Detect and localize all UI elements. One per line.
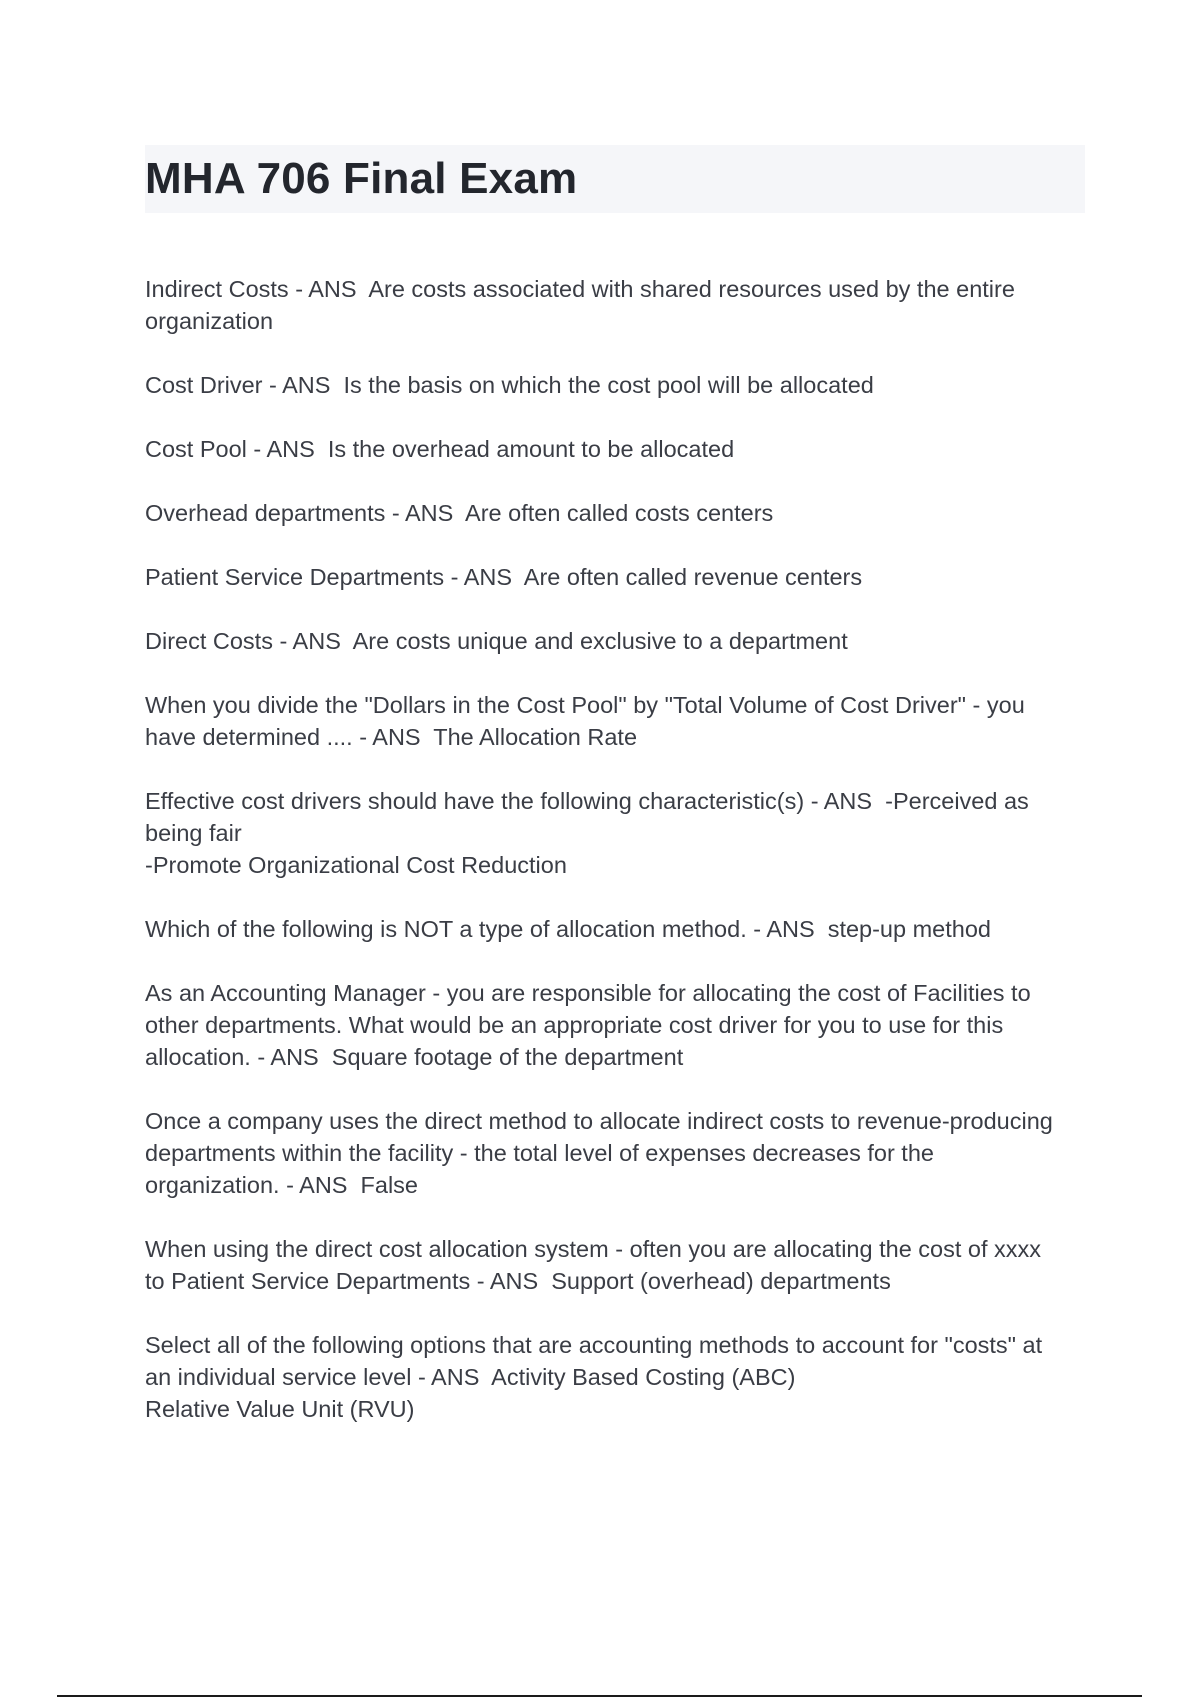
qa-entry-line: Effective cost drivers should have the following characteristic(s) - ANS -Perceived as [145, 788, 1029, 814]
qa-entry [145, 433, 1085, 465]
title-banner [145, 145, 1085, 213]
qa-entry-line: Once a company uses the direct method to allocate indirect costs to revenue-producing [145, 1108, 1053, 1134]
qa-entry-line: other departments. What would be an appropriate cost driver for you to use for this [145, 1012, 1004, 1038]
qa-entry-line: allocation. - ANS Square footage of the department [145, 1044, 684, 1070]
page-bottom-rule [57, 1695, 1142, 1697]
qa-entry [145, 1233, 1085, 1297]
qa-entry [145, 273, 1085, 337]
qa-entry-line: When using the direct cost allocation system - often you are allocating the cost of xxxx [145, 1236, 1042, 1262]
qa-entry [145, 561, 1085, 593]
page-title: MHA 706 Final Exam [145, 154, 578, 203]
qa-entry-line: -Promote Organizational Cost Reduction [145, 852, 567, 878]
qa-entry-line: have determined .... - ANS The Allocation Rate [145, 724, 638, 750]
qa-entry [145, 977, 1085, 1073]
qa-entry [145, 913, 1085, 945]
qa-entry-line: Direct Costs - ANS Are costs unique and exclusive to a department [145, 628, 848, 654]
qa-entry-line: an individual service level - ANS Activity Based Costing (ABC) [145, 1364, 796, 1390]
qa-entry-line: to Patient Service Departments - ANS Support (overhead) departments [145, 1268, 891, 1294]
qa-entry-line: Relative Value Unit (RVU) [145, 1396, 415, 1422]
qa-entry-line: Overhead departments - ANS Are often called costs centers [145, 500, 774, 526]
qa-entry-line: Select all of the following options that are accounting methods to account for "costs" at [145, 1332, 1043, 1358]
qa-entry-line: Cost Driver - ANS Is the basis on which the cost pool will be allocated [145, 372, 874, 398]
qa-entry [145, 1105, 1085, 1201]
qa-entry [145, 625, 1085, 657]
qa-entry-line: When you divide the "Dollars in the Cost Pool" by "Total Volume of Cost Driver" - you [145, 692, 1025, 718]
qa-entry-line: Which of the following is NOT a type of allocation method. - ANS step-up method [145, 916, 991, 942]
qa-entry-line: Patient Service Departments - ANS Are often called revenue centers [145, 564, 863, 590]
qa-list [145, 273, 1085, 1457]
qa-entry [145, 785, 1085, 881]
qa-entry [145, 369, 1085, 401]
qa-entry [145, 1329, 1085, 1425]
qa-entry-line: departments within the facility - the total level of expenses decreases for the [145, 1140, 934, 1166]
qa-entry-line: organization [145, 308, 274, 334]
qa-entry-line: organization. - ANS False [145, 1172, 418, 1198]
qa-entry-line: As an Accounting Manager - you are responsible for allocating the cost of Facilities to [145, 980, 1031, 1006]
qa-entry [145, 689, 1085, 753]
qa-entry-line: being fair [145, 820, 242, 846]
qa-entry [145, 497, 1085, 529]
qa-entry-line: Indirect Costs - ANS Are costs associated with shared resources used by the entire [145, 276, 1015, 302]
qa-entry-line: Cost Pool - ANS Is the overhead amount to be allocated [145, 436, 735, 462]
